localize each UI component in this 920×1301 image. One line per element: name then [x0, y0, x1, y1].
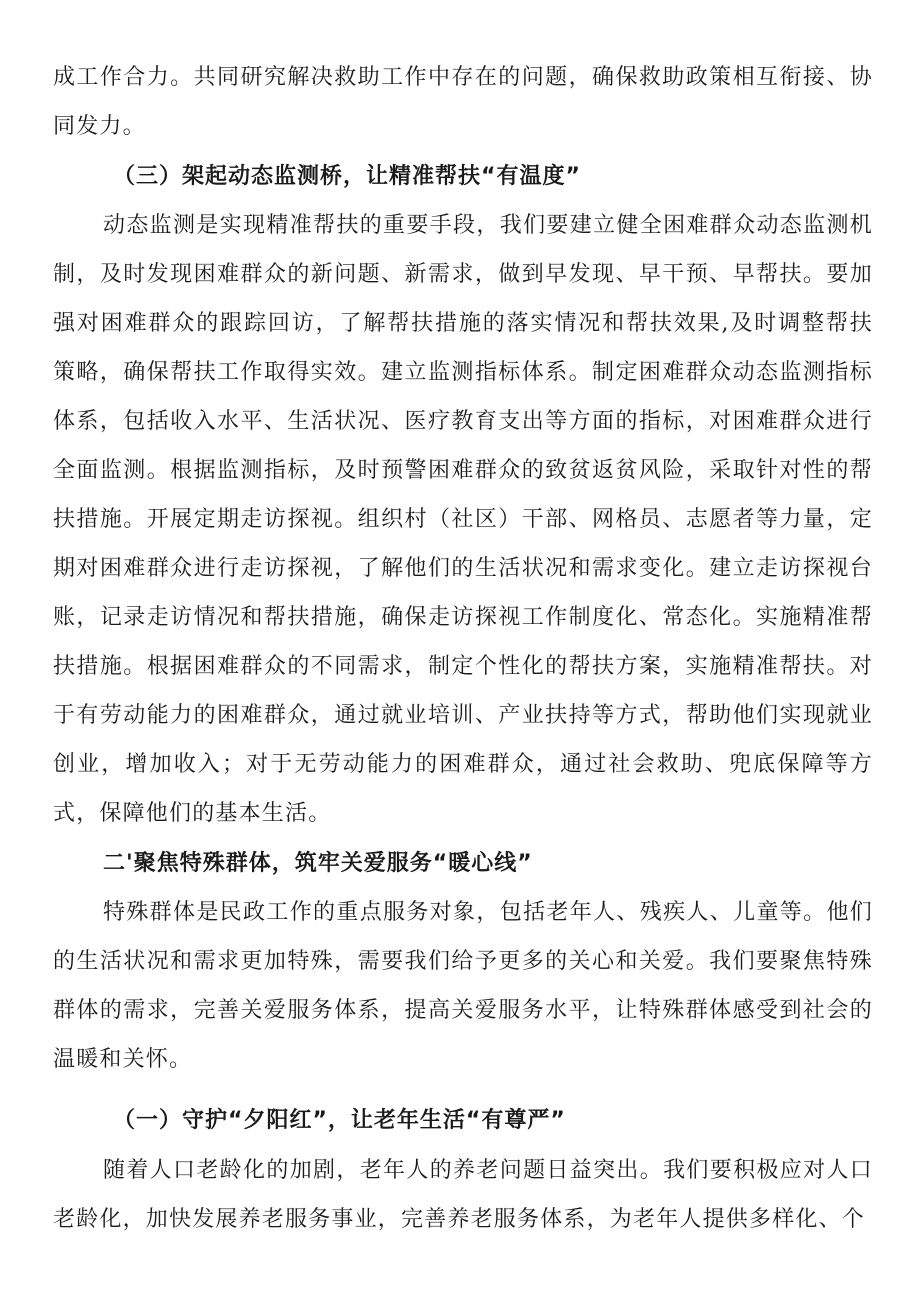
paragraph-elderly-care: 随着人口老龄化的加剧，老年人的养老问题日益突出。我们要积极应对人口老龄化，加快发展养老服务事业，完善养老服务体系，为老年人提供多样化、个 [53, 1158, 873, 1232]
section-heading-dynamic-monitoring: （三）架起动态监测桥，让精准帮扶“有温度” [113, 164, 581, 189]
chapter-heading-special-groups: 二'聚焦特殊群体，筑牢关爱服务“暖心线” [103, 851, 533, 876]
section-heading-elderly-care: （一）守护“夕阳红”，让老年生活“有尊严” [113, 1108, 566, 1133]
paragraph-continuation: 成工作合力。共同研究解决救助工作中存在的问题，确保救助政策相互衔接、协同发力。 [53, 65, 873, 139]
document-body [53, 53, 873, 1244]
paragraph-special-groups: 特殊群体是民政工作的重点服务对象，包括老年人、残疾人、儿童等。他们的生活状况和需求更加特殊，需要我们给予更多的关心和关爱。我们要聚焦特殊群体的需求，完善关爱服务体系，提高关爱服务水平，让特殊群体感受到社会的温暖和关怀。 [53, 900, 873, 1072]
paragraph-dynamic-monitoring: 动态监测是实现精准帮扶的重要手段，我们要建立健全困难群众动态监测机制，及时发现困难群众的新问题、新需求，做到早发现、早干预、早帮扶。要加强对困难群众的跟踪回访，了解帮扶措施的落实情况和帮扶效果,及时调整帮扶策略，确保帮扶工作取得实效。建立监测指标体系。制定困难群众动态监测指标体系，包括收入水平、生活状况、医疗教育支出等方面的指标，对困难群众进行全面监测。根据监测指标，及时预警困难群众的致贫返贫风险，采取针对性的帮扶措施。开展定期走访探视。组织村（社区）干部、网格员、志愿者等力量，定期对困难群众进行走访探视，了解他们的生活状况和需求变化。建立走访探视台账，记录走访情况和帮扶措施，确保走访探视工作制度化、常态化。实施精准帮扶措施。根据困难群众的不同需求，制定个性化的帮扶方案，实施精准帮扶。对于有劳动能力的困难群众，通过就业培训、产业扶持等方式，帮助他们实现就业创业，增加收入；对于无劳动能力的困难群众，通过社会救助、兜底保障等方式，保障他们的基本生活。 [53, 213, 873, 826]
